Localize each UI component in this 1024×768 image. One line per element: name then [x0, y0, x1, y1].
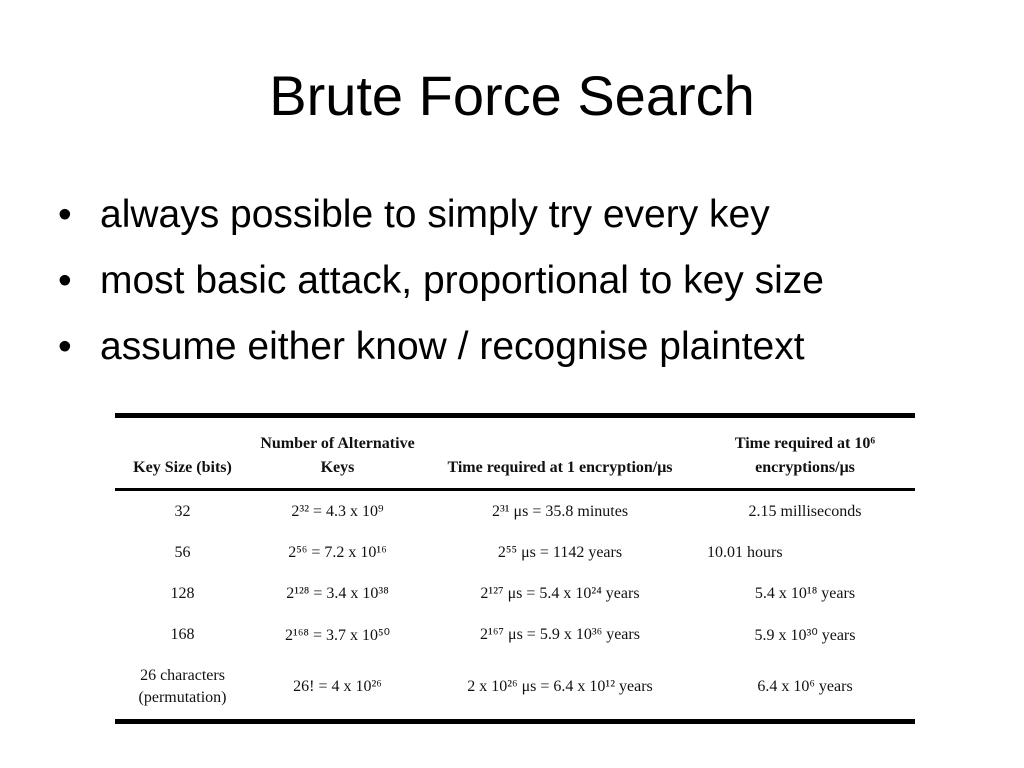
- header-alternative-keys: Number of Alternative Keys: [260, 435, 415, 476]
- header-time-single: Time required at 1 encryption/μs: [447, 459, 673, 476]
- cell-time-million: 2.15 milliseconds: [748, 502, 862, 520]
- cell-time-million: 5.4 x 10¹⁸ years: [754, 584, 856, 602]
- table-row: [115, 655, 915, 722]
- cell-key-size: 128: [170, 584, 195, 602]
- bullet-list: [58, 188, 824, 386]
- header-time-million: Time required at 10⁶ encryptions/μs: [734, 435, 876, 476]
- table-row: [115, 573, 915, 614]
- bullet-item: [58, 320, 824, 386]
- cell-time-single: 2¹²⁷ μs = 5.4 x 10²⁴ years: [480, 584, 640, 602]
- bullet-item: [58, 188, 824, 254]
- cell-alternative-keys: 2¹⁶⁸ = 3.7 x 10⁵⁰: [285, 626, 390, 644]
- table-row: [115, 490, 915, 533]
- cell-time-million: 10.01 hours: [707, 543, 783, 561]
- cell-time-single: 2¹⁶⁷ μs = 5.9 x 10³⁶ years: [480, 625, 640, 643]
- cell-key-size: 26 characters (permutation): [138, 667, 227, 706]
- bullet-dot-icon: •: [58, 193, 72, 236]
- cell-time-million: 5.9 x 10³⁰ years: [754, 626, 856, 644]
- bullet-item: [58, 254, 824, 320]
- slide-title: Brute Force Search: [269, 64, 755, 127]
- cell-alternative-keys: 2³² = 4.3 x 10⁹: [291, 502, 384, 520]
- cell-key-size: 168: [170, 625, 195, 643]
- key-size-table: [115, 413, 915, 724]
- cell-alternative-keys: 26! = 4 x 10²⁶: [293, 678, 382, 695]
- bullet-dot-icon: •: [58, 259, 72, 302]
- cell-alternative-keys: 2⁵⁶ = 7.2 x 10¹⁶: [288, 543, 387, 561]
- key-size-table-container: [115, 413, 915, 724]
- cell-time-single: 2⁵⁵ μs = 1142 years: [497, 543, 623, 561]
- cell-key-size: 56: [174, 543, 191, 561]
- table-header-row: [115, 416, 915, 490]
- table-row: [115, 532, 915, 573]
- bullet-text: assume either know / recognise plaintext: [100, 325, 805, 368]
- table-row: [115, 614, 915, 655]
- cell-time-single: 2 x 10²⁶ μs = 6.4 x 10¹² years: [467, 678, 653, 695]
- cell-time-single: 2³¹ μs = 35.8 minutes: [491, 502, 629, 520]
- header-key-size: Key Size (bits): [133, 459, 232, 476]
- cell-key-size: 32: [174, 502, 191, 520]
- cell-alternative-keys: 2¹²⁸ = 3.4 x 10³⁸: [286, 584, 389, 602]
- cell-time-million: 6.4 x 10⁶ years: [757, 678, 853, 695]
- bullet-text: most basic attack, proportional to key size: [100, 259, 824, 302]
- bullet-dot-icon: •: [58, 325, 72, 368]
- bullet-text: always possible to simply try every key: [100, 193, 770, 236]
